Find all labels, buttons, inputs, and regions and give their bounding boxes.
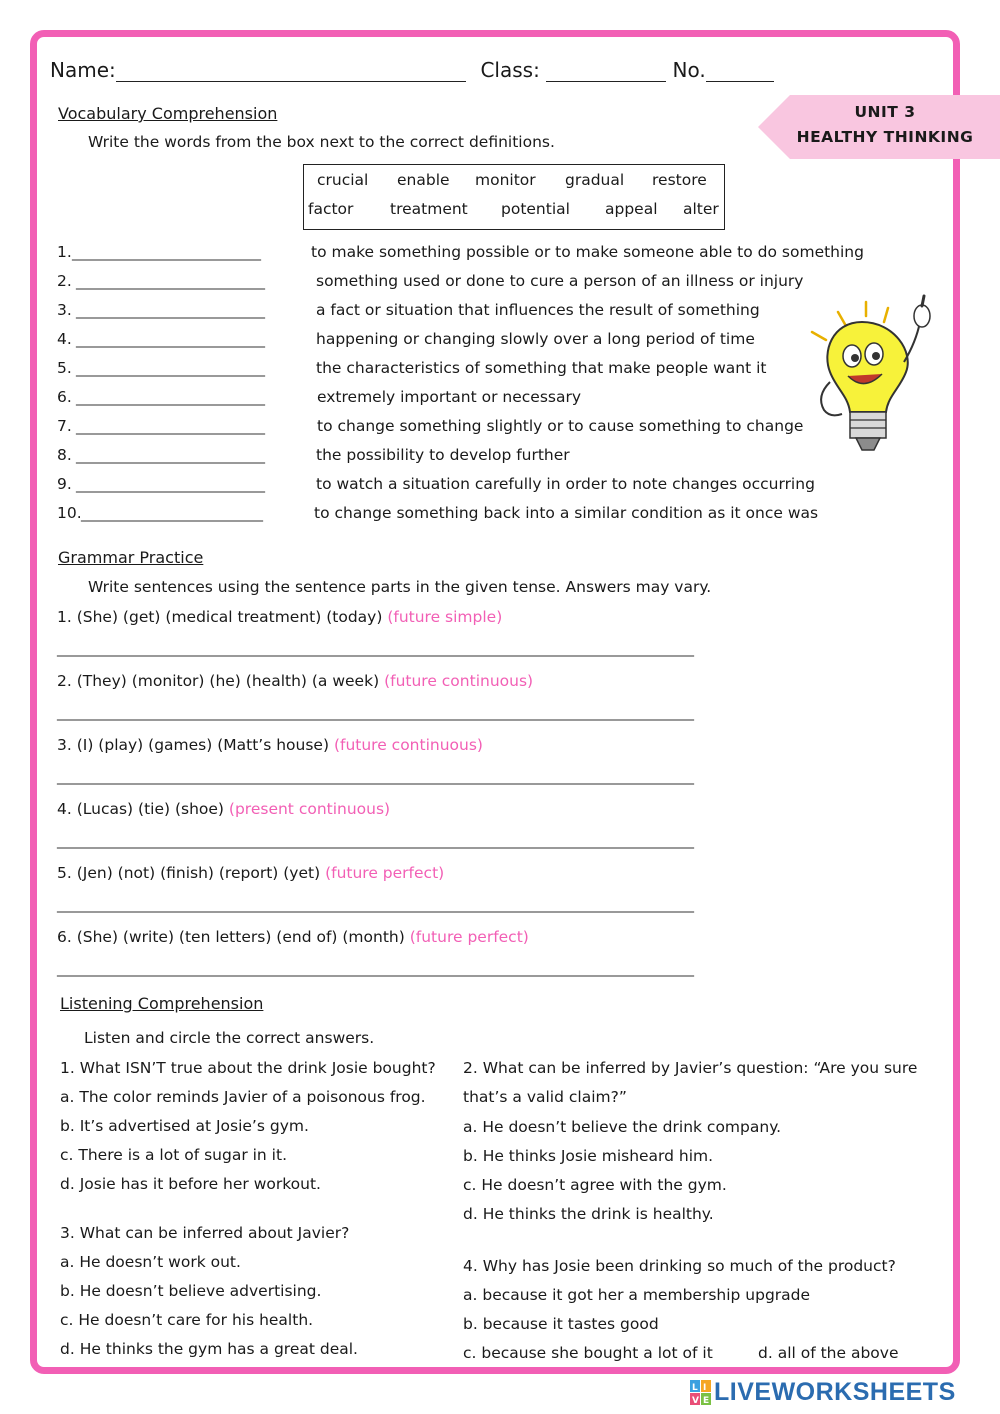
grammar-prompt-2: 2. (They) (monitor) (he) (health) (a week) [57,672,380,690]
vocab-def-3: a fact or situation that influences the result of something [316,301,760,319]
q4-option-d[interactable]: d. all of the above [758,1344,899,1362]
grammar-answer-5[interactable]: ___________________________________________________________________________________________ [57,897,694,913]
class-label: Class: [480,58,540,82]
banner-title: HEALTHY THINKING [796,128,974,146]
word-appeal: appeal [605,200,658,218]
grammar-item-6 [57,928,529,946]
grammar-tense-1: (future simple) [387,608,503,626]
vocab-num-8: 8. [57,446,72,464]
vocab-def-5: the characteristics of something that make people want it [316,359,767,377]
name-label: Name: [50,58,116,82]
vocabulary-title: Vocabulary Comprehension [58,104,278,123]
unit-banner [758,95,1000,159]
vocab-blank-4[interactable]: ___________________________ [76,332,265,348]
q1-option-d[interactable]: d. Josie has it before her workout. [60,1175,321,1193]
q1-option-b[interactable]: b. It’s advertised at Josie’s gym. [60,1117,309,1135]
q2-option-d[interactable]: d. He thinks the drink is healthy. [463,1205,714,1223]
vocab-blank-7[interactable]: ___________________________ [76,419,265,435]
listening-instruction: Listen and circle the correct answers. [84,1029,375,1047]
logo-letter-i: I [703,1383,707,1393]
q3-option-c[interactable]: c. He doesn’t care for his health. [60,1311,314,1329]
grammar-title: Grammar Practice [58,548,204,567]
grammar-tense-5: (future perfect) [325,864,445,882]
q1-option-c[interactable]: c. There is a lot of sugar in it. [60,1146,287,1164]
vocab-def-2: something used or done to cure a person of an illness or injury [316,272,804,290]
grammar-instruction: Write sentences using the sentence parts in the given tense. Answers may vary. [88,578,712,596]
q4-option-a[interactable]: a. because it got her a membership upgrade [463,1286,811,1304]
grammar-prompt-5: 5. (Jen) (not) (finish) (report) (yet) [57,864,321,882]
banner-unit: UNIT 3 [854,103,916,121]
vocab-num-10: 10. [57,504,82,522]
vocab-num-5: 5. [57,359,72,377]
grammar-answer-4[interactable]: ___________________________________________________________________________________________ [57,833,694,849]
vocab-def-8: the possibility to develop further [316,446,570,464]
vocab-blank-2[interactable]: ___________________________ [76,274,265,290]
no-blank[interactable] [706,61,774,82]
grammar-tense-4: (present continuous) [228,800,391,818]
word-crucial: crucial [317,171,369,189]
q4-option-b[interactable]: b. because it tastes good [463,1315,659,1333]
logo-blocks-icon [690,1378,712,1408]
word-potential: potential [501,200,570,218]
grammar-tense-6: (future perfect) [409,928,529,946]
q2-question-line2: that’s a valid claim?” [463,1088,627,1106]
grammar-answer-2[interactable]: ___________________________________________________________________________________________ [57,705,694,721]
q1-option-a[interactable]: a. The color reminds Javier of a poisonous frog. [60,1088,426,1106]
worksheet-frame [30,30,960,1374]
name-blank[interactable] [116,61,466,82]
vocab-blank-10[interactable]: __________________________ [81,506,263,522]
word-box [303,164,725,230]
vocab-blank-6[interactable]: ___________________________ [76,390,265,406]
lightbulb-icon [802,292,942,464]
logo-text: LIVEWORKSHEETS [714,1378,956,1406]
word-monitor: monitor [475,171,536,189]
class-blank[interactable] [546,61,666,82]
vocabulary-instruction: Write the words from the box next to the correct definitions. [88,133,555,151]
grammar-item-2 [57,672,533,690]
grammar-tense-2: (future continuous) [384,672,534,690]
vocab-num-2: 2. [57,272,72,290]
q2-option-a[interactable]: a. He doesn’t believe the drink company. [463,1118,782,1136]
name-field [50,58,774,82]
q3-question: 3. What can be inferred about Javier? [60,1224,350,1242]
vocab-num-7: 7. [57,417,72,435]
listening-title: Listening Comprehension [60,994,264,1013]
word-alter: alter [683,200,719,218]
grammar-prompt-6: 6. (She) (write) (ten letters) (end of) (month) [57,928,405,946]
word-treatment: treatment [390,200,468,218]
vocab-def-9: to watch a situation carefully in order to note changes occurring [316,475,815,493]
vocab-blank-5[interactable]: ___________________________ [76,361,265,377]
grammar-prompt-3: 3. (I) (play) (games) (Matt’s house) [57,736,330,754]
q4-question: 4. Why has Josie been drinking so much of the product? [463,1257,896,1275]
q3-option-a[interactable]: a. He doesn’t work out. [60,1253,241,1271]
grammar-answer-1[interactable]: ___________________________________________________________________________________________ [57,641,694,657]
q3-option-d[interactable]: d. He thinks the gym has a great deal. [60,1340,358,1358]
vocab-blank-3[interactable]: ___________________________ [76,303,265,319]
word-gradual: gradual [565,171,625,189]
q2-option-b[interactable]: b. He thinks Josie misheard him. [463,1147,714,1165]
grammar-prompt-1: 1. (She) (get) (medical treatment) (today) [57,608,383,626]
vocab-blank-1[interactable]: ___________________________ [72,245,261,261]
grammar-answer-6[interactable]: ___________________________________________________________________________________________ [57,961,694,977]
q4-option-c[interactable]: c. because she bought a lot of it [463,1344,713,1362]
grammar-item-5 [57,864,444,882]
grammar-item-1 [57,608,502,626]
logo-letter-v: V [692,1396,699,1406]
grammar-answer-3[interactable]: ___________________________________________________________________________________________ [57,769,694,785]
grammar-prompt-4: 4. (Lucas) (tie) (shoe) [57,800,224,818]
vocab-def-7: to change something slightly or to cause something to change [317,417,804,435]
vocab-def-10: to change something back into a similar condition as it once was [314,504,819,522]
word-enable: enable [397,171,450,189]
vocab-def-4: happening or changing slowly over a long period of time [316,330,755,348]
vocab-blank-9[interactable]: ___________________________ [76,477,265,493]
word-factor: factor [308,200,354,218]
vocab-num-9: 9. [57,475,72,493]
vocab-num-3: 3. [57,301,72,319]
grammar-tense-3: (future continuous) [333,736,483,754]
no-label: No. [672,58,706,82]
q2-question-line1: 2. What can be inferred by Javier’s question: “Are you sure [463,1059,918,1077]
vocab-def-6: extremely important or necessary [317,388,582,406]
vocab-num-1: 1. [57,243,72,261]
grammar-item-4 [57,800,390,818]
q3-option-b[interactable]: b. He doesn’t believe advertising. [60,1282,322,1300]
logo-letter-e: E [703,1396,710,1406]
vocab-num-4: 4. [57,330,72,348]
vocab-def-1: to make something possible or to make someone able to do something [311,243,864,261]
q1-question: 1. What ISN’T true about the drink Josie bought? [60,1059,436,1077]
vocab-blank-8[interactable]: ___________________________ [76,448,265,464]
word-restore: restore [652,171,707,189]
grammar-item-3 [57,736,483,754]
logo-letter-l: L [692,1383,698,1393]
vocab-num-6: 6. [57,388,72,406]
q2-option-c[interactable]: c. He doesn’t agree with the gym. [463,1176,727,1194]
